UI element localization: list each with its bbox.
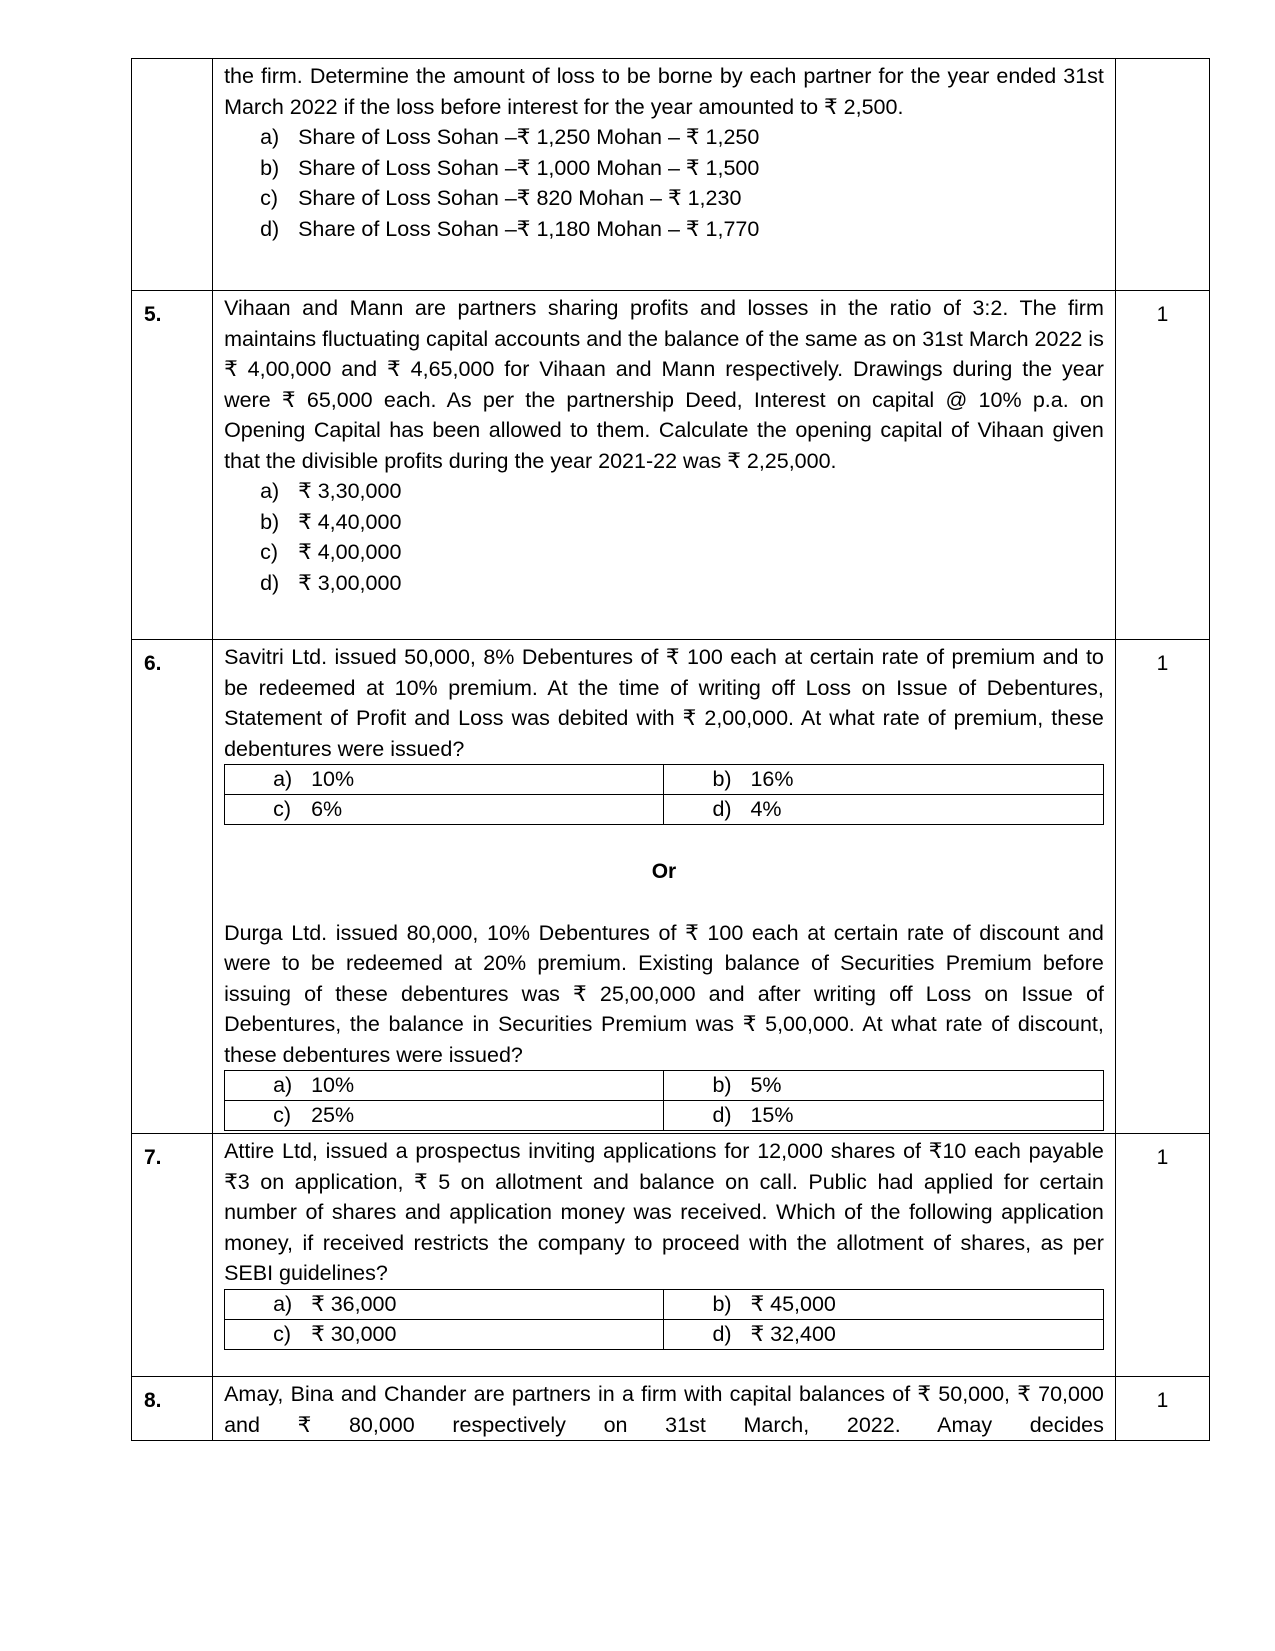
question-row-6 <box>132 640 1210 1134</box>
marks-cell <box>1115 1134 1209 1377</box>
question-number-cell <box>132 59 213 291</box>
question-body <box>213 640 1116 1134</box>
option-a: a) Share of Loss Sohan –₹ 1,250 Mohan – ₹ 1,250 <box>260 125 760 149</box>
question-row-7 <box>132 1134 1210 1377</box>
option-b: b) ₹ 4,40,000 <box>260 509 402 534</box>
marks: 1 <box>1156 652 1169 675</box>
option-d: d) ₹ 3,00,000 <box>260 570 402 595</box>
question-row-5 <box>132 291 1210 640</box>
question-body <box>213 1134 1116 1377</box>
option-a: a) ₹ 3,30,000 <box>260 479 402 503</box>
option-a: a) 10% <box>225 765 664 795</box>
marks-cell <box>1115 1377 1209 1441</box>
question-text: Vihaan and Mann are partners sharing profits and losses in the ratio of 3:2. The firm maintains fluctuating capital accounts and the balance of the same as on 31st March 2022 is ₹ 4,00,000 and ₹ 4,65,000 for Vihaan and Mann respectively. Drawings during the year were ₹ 65,000 each. As per the partnership Deed, Interest on capital @ 10% p.a. on Opening Capital has been allowed to them. Calculate the opening capital of Vihaan given that the divisible profits during the year 2021-22 was ₹ 2,25,000. <box>224 296 1104 473</box>
option-d: d) Share of Loss Sohan –₹ 1,180 Mohan – ₹ 1,770 <box>260 216 760 241</box>
option-b: b) Share of Loss Sohan –₹ 1,000 Mohan – ₹ 1,500 <box>260 155 760 180</box>
question-body <box>213 59 1116 291</box>
alternative-options-grid <box>224 1070 1104 1131</box>
alt-option-b: b) 5% <box>664 1071 1103 1101</box>
marks: 1 <box>1156 1146 1169 1169</box>
option-a: a) ₹ 36,000 <box>225 1289 664 1319</box>
marks-cell <box>1115 640 1209 1134</box>
question-body <box>213 1377 1116 1441</box>
question-number-cell <box>132 1134 213 1377</box>
question-number: 8. <box>144 1389 162 1412</box>
options-list <box>224 476 1104 598</box>
question-row-8 <box>132 1377 1210 1441</box>
option-c: c) ₹ 30,000 <box>225 1319 664 1349</box>
question-body <box>213 291 1116 640</box>
option-c: c) 6% <box>225 795 664 825</box>
option-c: c) ₹ 4,00,000 <box>260 540 402 564</box>
option-c: c) Share of Loss Sohan –₹ 820 Mohan – ₹ 1,230 <box>260 186 742 210</box>
question-table <box>131 58 1210 1441</box>
alt-option-d: d) 15% <box>664 1101 1103 1131</box>
alt-option-c: c) 25% <box>225 1101 664 1131</box>
option-d: d) ₹ 32,400 <box>664 1319 1103 1349</box>
question-text: the firm. Determine the amount of loss to be borne by each partner for the year ended 31st March 2022 if the loss before interest for the year amounted to ₹ 2,500. <box>224 64 1104 119</box>
options-grid <box>224 1289 1104 1350</box>
option-b: b) 16% <box>664 765 1103 795</box>
marks: 1 <box>1156 1389 1169 1412</box>
options-list <box>224 122 1104 244</box>
question-number-cell <box>132 291 213 640</box>
question-number-cell <box>132 1377 213 1441</box>
marks-cell <box>1115 291 1209 640</box>
options-grid <box>224 764 1104 825</box>
marks-cell <box>1115 59 1209 291</box>
question-number: 5. <box>144 303 162 326</box>
alternative-question-text: Durga Ltd. issued 80,000, 10% Debentures of ₹ 100 each at certain rate of discount and were to be redeemed at 20% premium. Existing balance of Securities Premium before issuing of these debentures was ₹ 25,00,000 and after writing off Loss on Issue of Debentures, the balance in Securities Premium was ₹ 5,00,000. At what rate of discount, these debentures were issued? <box>224 920 1104 1067</box>
question-number: 6. <box>144 652 162 675</box>
question-text: Amay, Bina and Chander are partners in a firm with capital balances of ₹ 50,000, ₹ 70,000 and ₹ 80,000 respectively on 31st March, 2022. Amay decides <box>224 1382 1104 1437</box>
question-text: Attire Ltd, issued a prospectus inviting applications for 12,000 shares of ₹10 each payable ₹3 on application, ₹ 5 on allotment and balance on call. Public had applied for certain number of shares and application money was received. Which of the following application money, if received restricts the company to proceed with the allotment of shares, as per SEBI guidelines? <box>224 1139 1104 1285</box>
question-row-4-continued <box>132 59 1210 291</box>
option-b: b) ₹ 45,000 <box>664 1289 1103 1319</box>
or-separator: Or <box>651 860 677 883</box>
question-number: 7. <box>144 1146 162 1169</box>
question-number-cell <box>132 640 213 1134</box>
option-d: d) 4% <box>664 795 1103 825</box>
question-text: Savitri Ltd. issued 50,000, 8% Debentures of ₹ 100 each at certain rate of premium and to be redeemed at 10% premium. At the time of writing off Loss on Issue of Debentures, Statement of Profit and Loss was debited with ₹ 2,00,000. At what rate of premium, these debentures were issued? <box>224 645 1104 761</box>
marks: 1 <box>1156 303 1169 326</box>
alt-option-a: a) 10% <box>225 1071 664 1101</box>
